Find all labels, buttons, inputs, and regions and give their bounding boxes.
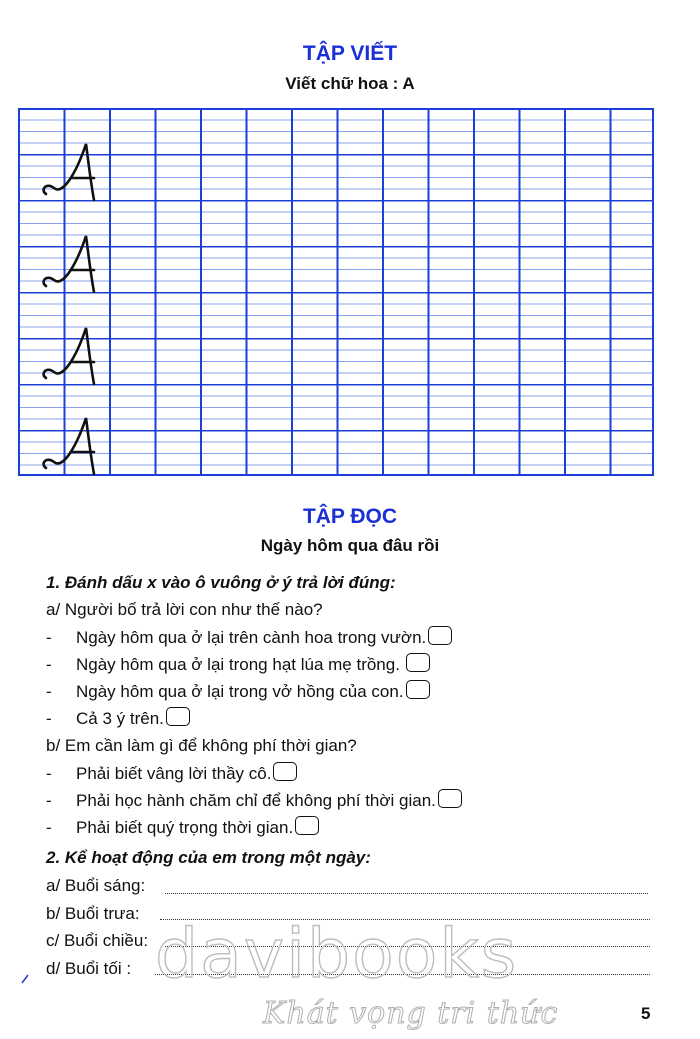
answer-checkbox[interactable] — [295, 816, 319, 835]
answer-checkbox[interactable] — [438, 789, 462, 808]
section-title-tap-viet: TẬP VIẾT — [302, 42, 398, 65]
activity-label-morning: a/ Buổi sáng: — [46, 876, 146, 895]
option-row — [46, 680, 430, 702]
question-1a-prompt: a/ Người bố trả lời con như thế nào? — [46, 600, 323, 619]
answer-checkbox[interactable] — [166, 707, 190, 726]
dash: - — [46, 655, 52, 674]
activity-label-noon: b/ Buổi trưa: — [46, 904, 140, 923]
section-subtitle-reading: Ngày hôm qua đâu rồi — [260, 536, 440, 555]
dash: - — [46, 791, 52, 810]
option-row — [46, 816, 319, 838]
watermark-brand: davibooks — [155, 915, 519, 994]
answer-checkbox[interactable] — [406, 653, 430, 672]
option-text: Cả 3 ý trên. — [76, 709, 164, 728]
question-1b-prompt: b/ Em cần làm gì để không phí thời gian? — [46, 736, 357, 755]
option-row — [46, 762, 297, 784]
option-text: Phải biết vâng lời thầy cô. — [76, 764, 272, 783]
cursive-letter-a-2 — [38, 230, 108, 298]
section-title-tap-doc: TẬP ĐỌC — [302, 505, 398, 528]
dash: - — [46, 682, 52, 701]
option-row — [46, 626, 452, 648]
activity-label-afternoon: c/ Buổi chiều: — [46, 931, 149, 950]
option-text: Ngày hôm qua ở lại trong vở hồng của con. — [76, 682, 404, 701]
activity-label-evening: d/ Buổi tối : — [46, 959, 132, 978]
handwriting-grid — [18, 108, 654, 476]
page-number: 5 — [641, 1004, 651, 1023]
cursive-letter-a-1 — [38, 138, 108, 206]
option-row — [46, 707, 190, 729]
option-text: Ngày hôm qua ở lại trên cành hoa trong vườn. — [76, 628, 427, 647]
dash: - — [46, 818, 52, 837]
question-2-heading: 2. Kể hoạt động của em trong một ngày: — [46, 848, 371, 867]
option-text: Phải biết quý trọng thời gian. — [76, 818, 294, 837]
dash: - — [46, 709, 52, 728]
stray-mark-icon — [20, 973, 30, 985]
watermark-slogan: Khát vọng tri thức — [263, 996, 559, 1031]
answer-checkbox[interactable] — [273, 762, 297, 781]
answer-checkbox[interactable] — [406, 680, 430, 699]
answer-line-morning[interactable] — [165, 893, 648, 894]
cursive-letter-a-3 — [38, 322, 108, 390]
cursive-letter-a-4 — [38, 412, 108, 480]
question-1-heading: 1. Đánh dấu x vào ô vuông ở ý trả lời đúng: — [46, 573, 396, 592]
option-text: Phải học hành chăm chỉ để không phí thời gian. — [76, 791, 436, 810]
option-text: Ngày hôm qua ở lại trong hạt lúa mẹ trồng. — [76, 655, 400, 674]
dash: - — [46, 628, 52, 647]
dash: - — [46, 764, 52, 783]
answer-checkbox[interactable] — [428, 626, 452, 645]
section-subtitle-viet-chu-hoa: Viết chữ hoa : A — [285, 74, 415, 93]
option-row — [46, 789, 462, 811]
option-row — [46, 653, 430, 675]
